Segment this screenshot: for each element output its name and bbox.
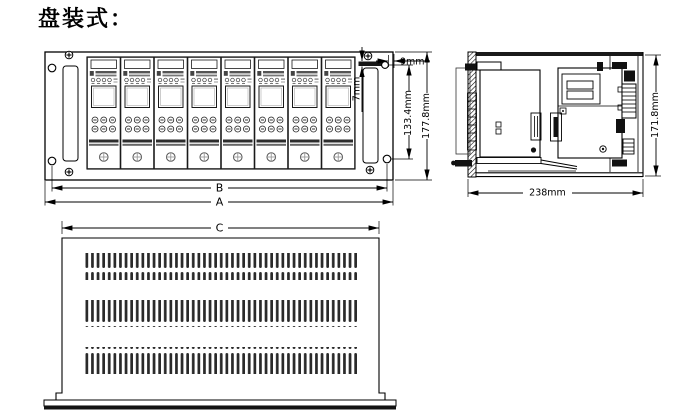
top-wall: [468, 52, 643, 56]
corner-clamp: [612, 160, 627, 167]
module-unit: [288, 57, 321, 168]
dim-label-238mm: 238mm: [529, 187, 566, 199]
vent-grille: [83, 300, 357, 327]
bottom-view: [44, 221, 396, 410]
dim-label-133mm: 133.4mm: [403, 90, 414, 136]
vent-grille: [83, 347, 357, 374]
dim-label-B: B: [215, 181, 224, 195]
dim-label-C: C: [215, 221, 224, 235]
terminal-block: [624, 71, 635, 82]
dim-label-7mm: 7mm: [351, 76, 363, 102]
module-unit: [154, 57, 187, 168]
dim-label-9mm: 9mm: [400, 56, 425, 68]
pcb-board-right: [551, 62, 626, 158]
module-unit: [322, 57, 355, 168]
front-view: [45, 51, 393, 180]
module-unit: [188, 57, 221, 168]
module-unit: [221, 57, 254, 168]
right-mount-slot: [363, 68, 378, 163]
front-panel-edge: [468, 52, 476, 177]
guide-rail: [477, 158, 577, 172]
side-view: [451, 52, 643, 177]
top-handle: [477, 62, 501, 70]
panel-screw: [65, 168, 73, 176]
left-mount-slot: [63, 66, 78, 161]
module-unit: [121, 57, 154, 168]
panel-screw: [65, 51, 73, 59]
pcb-board-left: [480, 70, 541, 157]
dim-label-A: A: [215, 195, 224, 209]
panel-screw: [364, 52, 372, 60]
top-handle-bar: [359, 62, 383, 67]
base-plate: [44, 400, 396, 406]
terminal-block: [622, 84, 636, 118]
terminal-block: [623, 139, 634, 154]
bottom-stud: [455, 160, 472, 167]
module-unit: [255, 57, 288, 168]
page-title: 盘装式：: [38, 7, 135, 32]
top-stud: [465, 64, 476, 71]
stud-nut: [451, 161, 456, 166]
corner-clamp: [612, 62, 627, 69]
dim-label-172mm: 171.8mm: [650, 92, 661, 138]
dim-label-178mm: 177.8mm: [421, 93, 432, 139]
vent-grille: [83, 253, 357, 280]
base-plate-edge: [44, 406, 396, 410]
module-unit: [87, 57, 120, 168]
panel-screw: [366, 166, 374, 174]
